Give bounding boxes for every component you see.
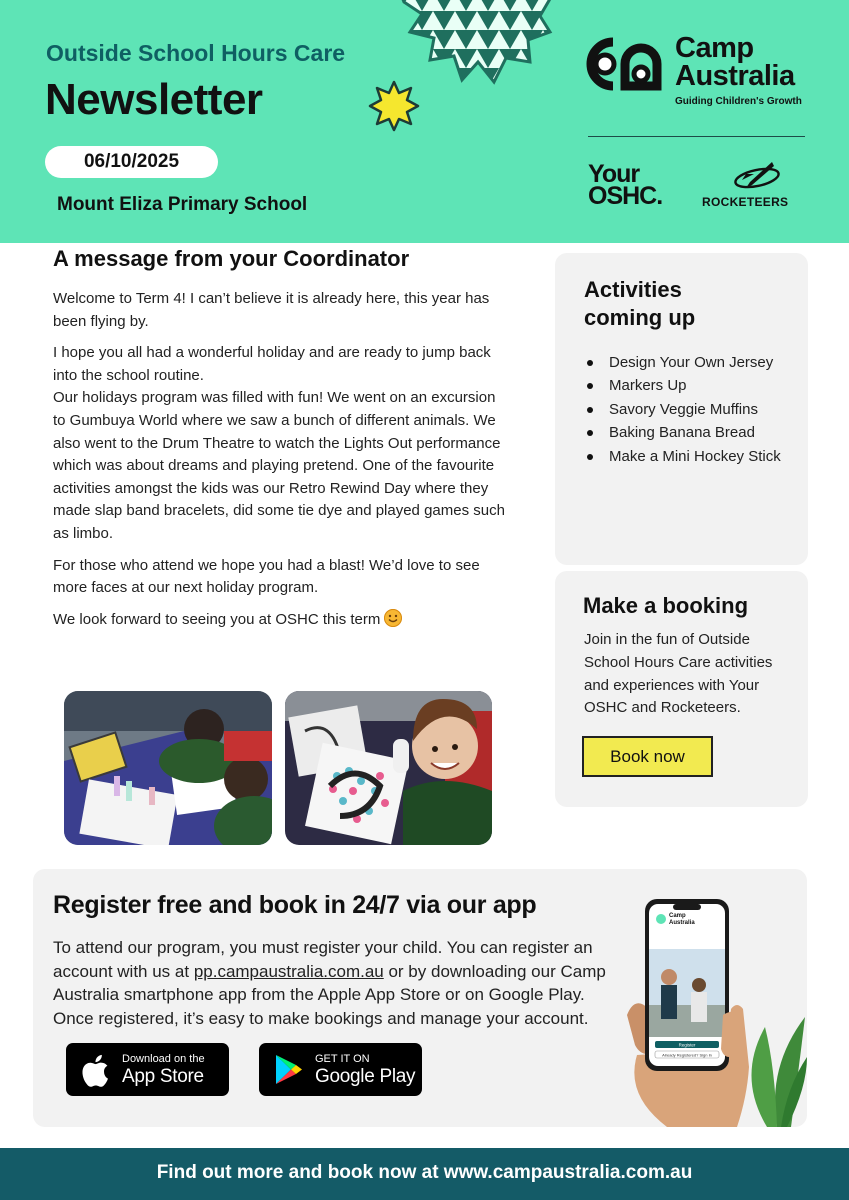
smiley-emoji-icon [384, 609, 402, 627]
phone-in-hand-illustration [627, 895, 807, 1127]
footer-website-link[interactable]: Find out more and book now at www.campaustralia.com.au [156, 1162, 693, 1183]
book-now-button[interactable]: Book now [582, 736, 713, 777]
app-store-small-text: Download on the [122, 1053, 205, 1065]
activity-item: Baking Banana Bread [583, 422, 798, 445]
camp-australia-logo [585, 34, 810, 114]
closing-text: We look forward to seeing you at OSHC this term [53, 610, 381, 628]
activity-item: Savory Veggie Muffins [583, 399, 798, 422]
message-paragraph: Welcome to Term 4! I can’t believe it is already here, this year has been flying by. [53, 290, 490, 330]
activities-title [584, 276, 695, 332]
app-store-big-text: App Store [122, 1066, 204, 1087]
brand-name-line1: Camp [675, 32, 754, 64]
activity-item: Make a Mini Hockey Stick [583, 446, 798, 469]
starburst-triangles-decoration [400, 0, 554, 86]
brand-tagline: Guiding Children's Growth [675, 96, 802, 107]
starburst-small-decoration [368, 80, 420, 132]
your-oshc-line1: Your [588, 160, 640, 188]
message-paragraph: Our holidays program was filled with fun! We went on an excursion to Gumbuya World where we saw a bunch of different animals. We also went to the Drum Theatre to watch the Lights Out performance which was about dreams and playing pretend. One of the favourite activities amongst the kids was our Retro Rewind Day where they made slap band bracelets, did some tie dye and played games such as limbo. [53, 389, 505, 542]
booking-text: Join in the fun of Outside School Hours Care activities and experiences with Your OSHC and Rocketeers. [584, 631, 773, 717]
footer-banner [0, 1148, 849, 1200]
activity-item: Markers Up [583, 375, 798, 398]
activities-title-line2: coming up [584, 305, 696, 330]
header-divider [588, 136, 805, 137]
your-oshc-logo [588, 160, 663, 210]
camp-australia-wordmark [675, 34, 795, 90]
google-play-big-text: Google Play [315, 1066, 416, 1087]
activity-photo-smiling-child-artwork [285, 691, 492, 845]
message-paragraph: I hope you all had a wonderful holiday and are ready to jump back into the school routine. [53, 344, 491, 384]
message-paragraph: For those who attend we hope you had a blast! We’d love to see more faces at our next holiday program. [53, 556, 480, 597]
phone-register-label: Register [678, 1042, 696, 1048]
activity-item: Design Your Own Jersey [583, 352, 798, 375]
camp-australia-mark-icon [585, 36, 669, 92]
coordinator-message-body [53, 288, 511, 640]
header-banner [0, 0, 849, 243]
newsletter-date: 06/10/2025 [45, 146, 218, 178]
register-app-section [33, 869, 807, 1127]
rocketeers-logo [702, 160, 806, 210]
brand-name-line2: Australia [675, 60, 795, 92]
booking-card [555, 571, 808, 807]
activities-title-line1: Activities [584, 277, 682, 302]
google-play-badge-button[interactable] [259, 1043, 422, 1096]
rocketeers-wordmark: ROCKETEERS [702, 195, 789, 209]
register-title: Register free and book in 24/7 via our app [53, 891, 537, 919]
activity-photo-children-drawing [64, 691, 272, 845]
your-oshc-line2: OSHC. [588, 182, 663, 210]
activities-card [555, 253, 808, 565]
phone-app-name-line2: Australia [669, 920, 695, 926]
school-name: Mount Eliza Primary School [57, 194, 308, 215]
booking-title: Make a booking [583, 593, 749, 618]
activities-list [583, 352, 798, 469]
google-play-small-text: GET IT ON [315, 1053, 370, 1065]
google-play-logo-icon [275, 1054, 303, 1085]
register-text-part: To attend our program, you must register your child. You can register an account with us at [53, 938, 593, 981]
coordinator-message-title: A message from your Coordinator [53, 246, 410, 271]
app-store-badge-button[interactable] [66, 1043, 229, 1096]
newsletter-title: Newsletter [45, 75, 263, 124]
register-text [53, 936, 628, 1030]
registration-portal-link[interactable]: pp.campaustralia.com.au [193, 961, 384, 981]
register-text-part: or by downloading our Camp Australia smartphone app from the Apple App Store or on Google Play. Once registered, it’s easy to make bookings and manage your account. [53, 961, 606, 1028]
rocket-icon [732, 160, 782, 192]
message-paragraph-closing [53, 609, 511, 632]
apple-logo-icon [82, 1054, 112, 1087]
newsletter-subtitle: Outside School Hours Care [46, 40, 346, 66]
phone-app-name-line1: Camp [669, 913, 686, 919]
phone-signin-label: Already Registered? Sign In [662, 1052, 712, 1058]
